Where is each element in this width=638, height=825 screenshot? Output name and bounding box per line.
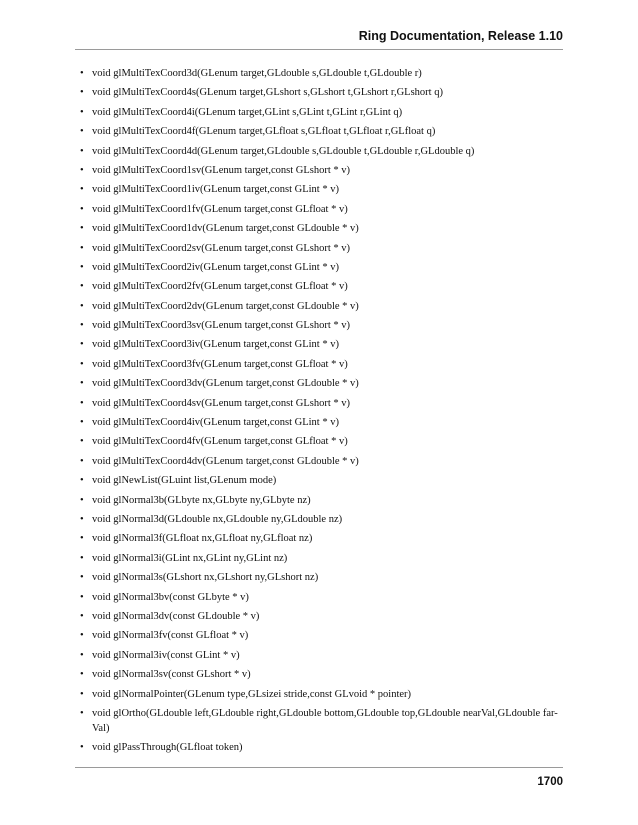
bullet-glyph: •: [80, 494, 84, 506]
function-signature: void glOrtho(GLdouble left,GLdouble right,GLdouble bottom,GLdouble top,GLdouble nearVal,GLdouble far- Val): [92, 707, 558, 734]
bullet-glyph: •: [80, 630, 84, 642]
list-item: [75, 491, 563, 510]
function-signature: void glNormal3s(GLshort nx,GLshort ny,GLshort nz): [92, 572, 319, 584]
function-signature: void glPassThrough(GLfloat token): [92, 741, 243, 753]
list-item: [75, 510, 563, 529]
bullet-glyph: •: [80, 261, 84, 273]
list-item: [75, 704, 563, 738]
list-item: [75, 374, 563, 393]
list-item: [75, 432, 563, 451]
bullet-glyph: •: [80, 68, 84, 79]
function-signature: void glMultiTexCoord4dv(GLenum target,const GLdouble * v): [92, 455, 359, 467]
bullet-glyph: •: [80, 184, 84, 196]
bullet-glyph: •: [80, 707, 84, 719]
list-item: [75, 239, 563, 258]
function-signature: void glMultiTexCoord1iv(GLenum target,const GLint * v): [92, 184, 339, 196]
bullet-glyph: •: [80, 591, 84, 603]
bullet-glyph: •: [80, 417, 84, 429]
function-signature: void glNormal3fv(const GLfloat * v): [92, 630, 249, 642]
function-signature: void glMultiTexCoord4f(GLenum target,GLfloat s,GLfloat t,GLfloat r,GLfloat q): [92, 126, 436, 138]
bullet-glyph: •: [80, 358, 84, 370]
bullet-glyph: •: [80, 649, 84, 661]
bullet-glyph: •: [80, 378, 84, 390]
list-item: [75, 738, 563, 757]
bullet-glyph: •: [80, 552, 84, 564]
bullet-glyph: •: [80, 281, 84, 293]
list-item: [75, 394, 563, 413]
bullet-glyph: •: [80, 688, 84, 700]
function-signature: void glMultiTexCoord3fv(GLenum target,const GLfloat * v): [92, 358, 348, 370]
list-item: [75, 316, 563, 335]
bullet-glyph: •: [80, 610, 84, 622]
function-signature: void glMultiTexCoord2dv(GLenum target,const GLdouble * v): [92, 300, 359, 312]
bullet-glyph: •: [80, 513, 84, 525]
function-signature: void glMultiTexCoord4fv(GLenum target,const GLfloat * v): [92, 436, 348, 448]
list-item: [75, 685, 563, 704]
list-item: [75, 529, 563, 548]
function-signature: void glNormal3iv(const GLint * v): [92, 649, 240, 661]
bullet-glyph: •: [80, 397, 84, 409]
function-signature: void glNormal3bv(const GLbyte * v): [92, 591, 249, 603]
list-item: [75, 142, 563, 161]
function-signature: void glMultiTexCoord3iv(GLenum target,const GLint * v): [92, 339, 339, 351]
function-signature: void glMultiTexCoord4sv(GLenum target,const GLshort * v): [92, 397, 351, 409]
bullet-glyph: •: [80, 436, 84, 448]
function-signature: void glNormal3f(GLfloat nx,GLfloat ny,GLfloat nz): [92, 533, 313, 545]
page-header-title: Ring Documentation, Release 1.10: [358, 29, 563, 43]
bullet-glyph: •: [80, 145, 84, 157]
function-signature: void glMultiTexCoord3dv(GLenum target,const GLdouble * v): [92, 378, 359, 390]
function-signature: void glMultiTexCoord2sv(GLenum target,const GLshort * v): [92, 242, 351, 254]
list-item: [75, 646, 563, 665]
function-signature: void glMultiTexCoord2iv(GLenum target,const GLint * v): [92, 261, 339, 273]
list-item: [75, 122, 563, 141]
bullet-glyph: •: [80, 572, 84, 584]
function-signature: void glMultiTexCoord4iv(GLenum target,const GLint * v): [92, 417, 339, 429]
bullet-glyph: •: [80, 106, 84, 118]
header-divider: [75, 49, 563, 50]
list-item: [75, 568, 563, 587]
function-signature: void glNormal3b(GLbyte nx,GLbyte ny,GLbyte nz): [92, 494, 311, 506]
bullet-glyph: •: [80, 741, 84, 753]
list-item: [75, 258, 563, 277]
function-signature: void glMultiTexCoord3sv(GLenum target,const GLshort * v): [92, 320, 351, 332]
function-signature: void glMultiTexCoord1fv(GLenum target,const GLfloat * v): [92, 203, 348, 215]
bullet-glyph: •: [80, 320, 84, 332]
function-signature: void glMultiTexCoord4i(GLenum target,GLint s,GLint t,GLint r,GLint q): [92, 106, 403, 118]
list-item: [75, 665, 563, 684]
list-item: [75, 297, 563, 316]
bullet-glyph: •: [80, 669, 84, 681]
bullet-glyph: •: [80, 164, 84, 176]
bullet-glyph: •: [80, 300, 84, 312]
list-item: [75, 335, 563, 354]
list-item: [75, 180, 563, 199]
footer-divider: [75, 767, 563, 768]
bullet-glyph: •: [80, 203, 84, 215]
function-signature: void glMultiTexCoord4s(GLenum target,GLshort s,GLshort t,GLshort r,GLshort q): [92, 87, 443, 99]
list-item: [75, 607, 563, 626]
function-signature: void glNewList(GLuint list,GLenum mode): [92, 475, 277, 487]
list-item: [75, 161, 563, 180]
function-signature: void glNormal3dv(const GLdouble * v): [92, 610, 260, 622]
list-item: [75, 219, 563, 238]
function-signature: void glMultiTexCoord3d(GLenum target,GLdouble s,GLdouble t,GLdouble r): [92, 68, 422, 79]
function-signature: void glMultiTexCoord2fv(GLenum target,const GLfloat * v): [92, 281, 348, 293]
list-item: [75, 549, 563, 568]
function-signature: void glNormalPointer(GLenum type,GLsizei stride,const GLvoid * pointer): [92, 688, 412, 700]
function-list: [75, 64, 563, 757]
bullet-glyph: •: [80, 533, 84, 545]
list-item: [75, 588, 563, 607]
bullet-glyph: •: [80, 87, 84, 99]
list-item: [75, 103, 563, 122]
list-item: [75, 200, 563, 219]
list-item: [75, 626, 563, 645]
bullet-glyph: •: [80, 223, 84, 235]
page-number: 1700: [537, 776, 563, 788]
list-item: [75, 277, 563, 296]
bullet-glyph: •: [80, 242, 84, 254]
function-signature: void glNormal3i(GLint nx,GLint ny,GLint nz): [92, 552, 288, 564]
list-item: [75, 471, 563, 490]
function-signature: void glNormal3d(GLdouble nx,GLdouble ny,GLdouble nz): [92, 513, 343, 525]
list-item: [75, 64, 563, 83]
bullet-glyph: •: [80, 126, 84, 138]
bullet-glyph: •: [80, 339, 84, 351]
list-item: [75, 83, 563, 102]
bullet-glyph: •: [80, 455, 84, 467]
function-signature: void glNormal3sv(const GLshort * v): [92, 669, 251, 681]
function-signature: void glMultiTexCoord1dv(GLenum target,const GLdouble * v): [92, 223, 359, 235]
list-item: [75, 413, 563, 432]
bullet-glyph: •: [80, 475, 84, 487]
function-signature: void glMultiTexCoord1sv(GLenum target,const GLshort * v): [92, 164, 351, 176]
list-item: [75, 452, 563, 471]
function-signature: void glMultiTexCoord4d(GLenum target,GLdouble s,GLdouble t,GLdouble r,GLdouble q): [92, 145, 475, 157]
list-item: [75, 355, 563, 374]
